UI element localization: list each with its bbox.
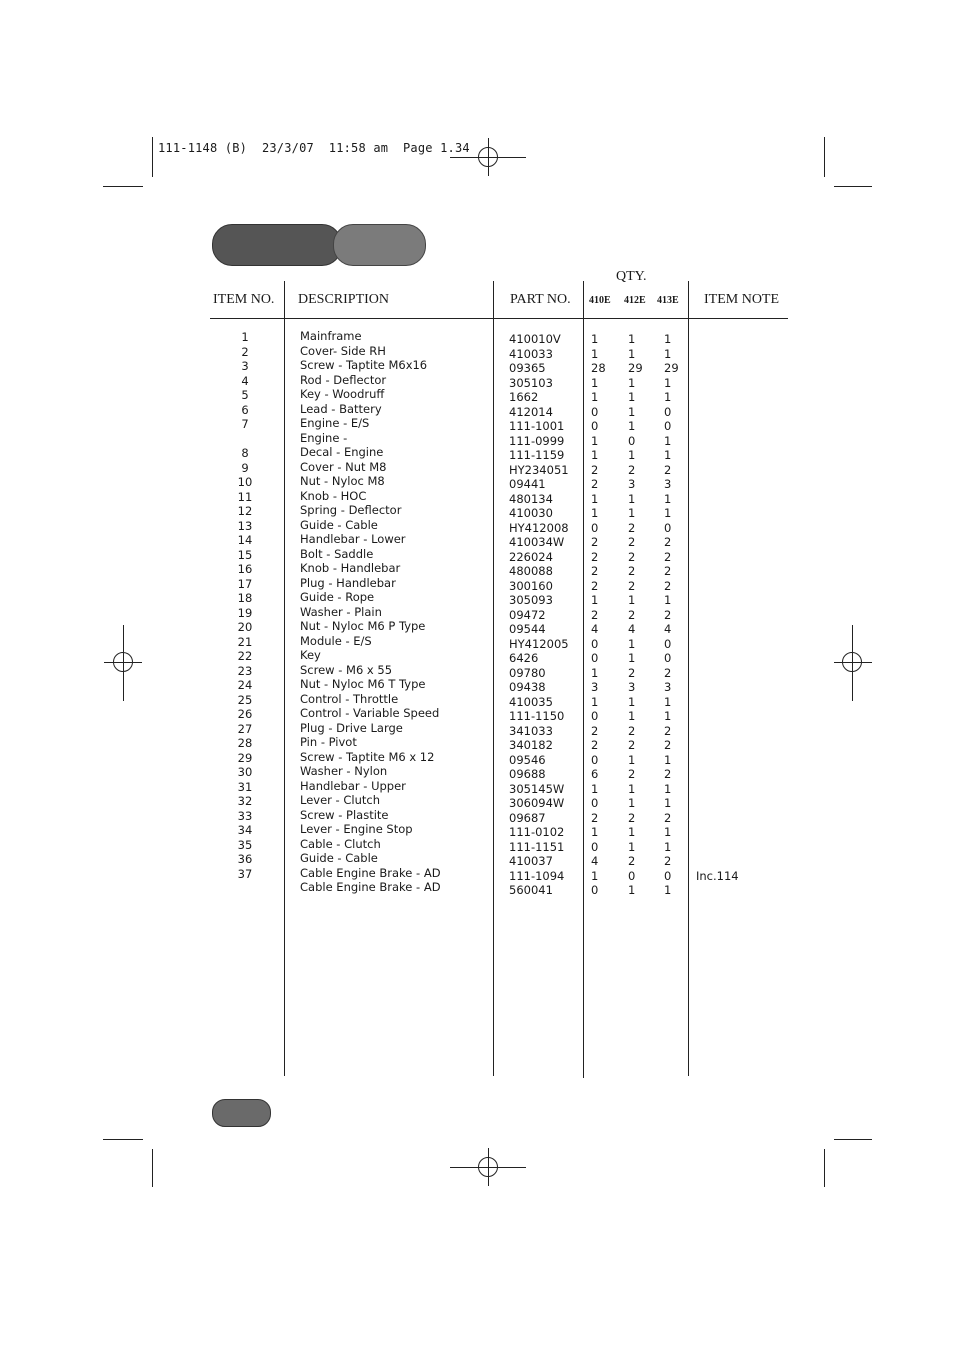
table-cell: Nut - Nyloc M6 P Type [300,619,426,633]
table-cell: 1 [628,709,636,723]
page-number-tab [212,1099,271,1127]
table-cell: 2 [664,767,672,781]
table-cell: 4 [591,622,599,636]
table-cell: 2 [628,549,636,564]
table-cell: 09780 [509,665,546,680]
table-cell: Decal - Engine [300,445,384,459]
qty-410e-column [591,332,606,898]
table-cell: 09441 [509,477,546,491]
table-cell: 3 [241,359,249,373]
table-cell: 2 [664,723,672,738]
table-cell: 1 [591,433,599,448]
table-cell: 18 [237,591,253,605]
table-cell: 2 [664,535,672,549]
table-cell: 26 [237,707,253,721]
table-cell: 1662 [509,390,539,404]
table-cell: 560041 [509,883,553,897]
table-cell: 09546 [509,752,546,767]
table-cell: 2 [628,578,636,593]
table-cell: 4 [591,854,599,868]
table-cell: Lead - Battery [300,401,382,416]
table-cell: 1 [628,346,636,361]
table-cell: Handlebar - Lower [300,532,406,546]
table-cell: Screw - Plastite [300,807,389,822]
model-header-412e: 412E [624,295,646,306]
table-cell: 0 [664,404,672,419]
column-divider [493,281,494,1076]
table-cell: 410033 [509,346,553,361]
table-cell: 305103 [509,375,553,390]
table-cell: 1 [628,636,636,651]
table-cell: Plug - Handlebar [300,575,396,590]
column-divider [688,281,689,1076]
table-cell: Mainframe [300,329,362,343]
table-cell: 37 [237,866,253,881]
table-cell: 13 [237,518,253,533]
table-cell: 1 [591,332,599,346]
table-cell: 1 [591,506,599,520]
table-cell: 0 [664,520,672,535]
item-no-header: ITEM NO. [213,292,275,307]
table-cell: 35 [237,837,253,852]
table-cell: Control - Variable Speed [300,706,440,720]
table-cell: 410035 [509,694,553,709]
table-cell: 09687 [509,810,546,825]
table-cell: 1 [591,665,599,680]
table-cell: 2 [628,462,636,477]
item-note-header: ITEM NOTE [704,292,780,307]
table-cell: 32 [237,794,253,808]
model-header-413e: 413E [657,295,679,306]
table-cell: 2 [628,520,636,535]
table-cell: 340182 [509,738,553,752]
table-cell: HY234051 [509,462,569,477]
model-header-410e: 410E [589,295,611,306]
table-cell: Screw - M6 x 55 [300,662,393,677]
table-cell: 0 [591,883,599,897]
table-cell: 0 [591,419,599,433]
table-cell: 29 [664,361,679,375]
table-cell: 111-0999 [509,433,565,448]
table-cell: 1 [628,694,636,709]
table-cell: Nut - Nyloc M8 [300,474,385,488]
table-cell: Module - E/S [300,633,372,648]
item-number-column [230,330,260,881]
print-slug: 111-1148 (B) 23/3/07 11:58 am Page 1.34 [158,141,470,155]
qty-412e-column [628,332,643,898]
table-cell: Cable - Clutch [300,836,381,851]
table-cell: 1 [664,433,672,448]
table-cell: HY412008 [509,520,569,535]
table-cell: 2 [664,578,672,593]
table-cell: 341033 [509,723,553,738]
table-cell: 1 [628,506,636,520]
crop-mark [103,1139,143,1140]
table-cell: Key - Woodruff [300,387,385,401]
crop-mark [824,1149,825,1187]
table-cell: 36 [237,852,253,866]
table-cell: 3 [628,477,636,491]
crop-mark [824,137,825,177]
table-cell: 2 [628,607,636,622]
crop-mark [834,1139,872,1140]
table-cell: 1 [628,375,636,390]
table-cell: 1 [664,796,672,810]
table-cell: 1 [664,709,672,723]
table-cell: 410034W [509,535,565,549]
table-cell: 226024 [509,549,553,564]
part-number-column [509,332,569,898]
table-cell: 2 [241,344,249,359]
table-cell: 22 [237,649,253,663]
table-cell: 1 [628,651,636,665]
table-cell: 0 [591,796,599,810]
table-cell: 1 [664,332,672,346]
registration-mark [478,147,498,167]
section-tab-dark [212,224,342,266]
table-cell: Washer - Plain [300,604,382,619]
registration-mark [113,652,133,672]
table-cell: 2 [664,549,672,564]
table-cell: Pin - Pivot [300,735,357,749]
table-cell: 0 [628,433,636,448]
table-cell: Plug - Drive Large [300,720,403,735]
table-cell: 2 [591,535,599,549]
table-cell: 3 [591,680,599,694]
table-cell: 09688 [509,767,546,781]
table-cell: Cover- Side RH [300,343,386,358]
table-cell: 27 [237,721,253,736]
table-cell: 1 [664,883,672,897]
table-cell: 1 [628,332,636,346]
table-cell: 1 [664,781,672,796]
table-cell: 24 [237,678,253,692]
table-cell: 3 [664,680,672,694]
table-cell: 480134 [509,491,553,506]
table-cell: 0 [591,520,599,535]
table-cell: 1 [664,491,672,506]
part-no-header: PART NO. [510,292,571,307]
table-cell: 1 [591,593,599,607]
table-cell: 16 [237,562,253,576]
table-cell: 1 [628,839,636,854]
table-cell: 29 [237,750,253,765]
table-cell: 15 [237,547,253,562]
table-cell: 410030 [509,506,553,520]
table-cell: Cable Engine Brake - AD [300,880,441,894]
table-cell: 2 [591,723,599,738]
table-cell: Guide - Cable [300,851,378,865]
description-column [300,329,441,895]
table-cell: 1 [628,491,636,506]
crop-mark [152,1149,153,1187]
table-cell: 1 [591,868,599,883]
table-cell: 09438 [509,680,546,694]
table-cell: 1 [591,390,599,404]
table-cell: 2 [591,462,599,477]
table-cell: Lever - Engine Stop [300,822,413,836]
table-cell: 33 [237,808,253,823]
table-cell: 111-1094 [509,868,565,883]
table-cell: 10 [237,475,253,489]
table-cell: 6 [591,767,599,781]
table-cell: 2 [628,535,636,549]
table-cell: Cover - Nut M8 [300,459,387,474]
table-cell: 28 [237,736,253,750]
table-cell: 6 [241,402,249,417]
table-cell: 0 [591,636,599,651]
table-cell: Knob - HOC [300,488,367,503]
table-cell: Nut - Nyloc M6 T Type [300,677,426,691]
crop-mark [152,137,153,177]
table-cell: 1 [664,506,672,520]
table-cell: 09365 [509,361,546,375]
table-cell: 1 [628,419,636,433]
table-cell: 4 [628,622,636,636]
table-cell: 20 [237,620,253,634]
table-cell: 09472 [509,607,546,622]
table-cell: 1 [591,825,599,839]
table-cell: 1 [591,375,599,390]
table-cell: 412014 [509,404,553,419]
table-cell: 0 [591,752,599,767]
table-cell: 1 [591,491,599,506]
table-cell: Control - Throttle [300,691,399,706]
table-cell: 300160 [509,578,553,593]
table-cell: Engine - [300,430,348,445]
table-cell: 9 [241,460,249,475]
crop-mark [103,186,143,187]
table-cell: Rod - Deflector [300,372,387,387]
table-cell: 1 [591,346,599,361]
table-cell: 305093 [509,593,553,607]
table-cell: 2 [591,477,599,491]
table-cell: 14 [237,533,253,547]
table-cell: Guide - Cable [300,517,378,532]
table-cell: Screw - Taptite M6 x 12 [300,749,435,764]
column-divider [583,281,584,1078]
table-cell: 306094W [509,796,565,810]
table-cell: Cable Engine Brake - AD [300,865,441,880]
table-cell: 2 [628,665,636,680]
table-cell: 1 [628,825,636,839]
description-header: DESCRIPTION [298,292,390,307]
table-cell: 28 [591,361,606,375]
table-cell: 1 [628,883,636,897]
table-cell: 410010V [509,332,561,346]
table-cell: 1 [664,448,672,462]
registration-mark [842,652,862,672]
qty-413e-column [664,332,679,898]
table-cell: Guide - Rope [300,590,375,604]
table-cell: 2 [664,854,672,868]
table-cell: Key [300,648,321,662]
table-cell: 1 [664,839,672,854]
table-cell: 2 [591,810,599,825]
table-cell: 2 [664,564,672,578]
table-cell: 111-0102 [509,825,565,839]
table-cell: Bolt - Saddle [300,546,374,561]
table-cell: 8 [241,446,249,460]
table-cell: 410037 [509,854,553,868]
table-cell: 111-1151 [509,839,565,854]
table-cell: 23 [237,663,253,678]
table-cell: 1 [664,752,672,767]
table-cell: HY412005 [509,636,569,651]
crop-mark [834,186,872,187]
qty-header: QTY. [616,269,647,284]
table-cell: 1 [591,694,599,709]
table-cell [230,432,260,447]
table-cell: 2 [591,549,599,564]
table-cell: 2 [591,564,599,578]
table-cell: 25 [237,692,253,707]
table-cell: Engine - E/S [300,416,370,430]
table-cell: 480088 [509,564,553,578]
table-cell: 0 [591,404,599,419]
table-cell: 19 [237,605,253,620]
table-cell: 2 [628,723,636,738]
table-cell: 1 [628,448,636,462]
table-cell: 0 [664,636,672,651]
table-cell: 1 [628,752,636,767]
table-cell: 305145W [509,781,565,796]
table-cell: 0 [664,419,672,433]
table-cell: 1 [664,694,672,709]
table-cell: 2 [664,738,672,752]
table-cell: 1 [664,825,672,839]
table-cell: 1 [628,781,636,796]
table-cell: 1 [591,448,599,462]
table-cell: 2 [664,462,672,477]
table-cell: 1 [241,330,249,344]
table-cell: 30 [237,765,253,779]
table-cell: 09544 [509,622,546,636]
table-cell: 4 [241,373,249,388]
table-cell: 111-1159 [509,448,565,462]
table-cell: 4 [664,622,672,636]
table-cell: 0 [591,839,599,854]
table-cell: 31 [237,779,253,794]
table-cell: Spring - Deflector [300,503,402,517]
table-cell: Washer - Nylon [300,764,388,778]
table-cell: 12 [237,504,253,518]
table-cell: 5 [241,388,249,402]
table-cell: 21 [237,634,253,649]
table-cell: 2 [628,810,636,825]
table-cell: 11 [237,489,253,504]
table-cell: 1 [664,593,672,607]
column-divider [284,281,285,1076]
item-note-cell: Inc.114 [696,869,739,883]
table-cell: 0 [664,868,672,883]
table-cell: 1 [628,404,636,419]
table-cell: 111-1150 [509,709,565,723]
table-cell: Screw - Taptite M6x16 [300,358,428,372]
table-cell: 7 [241,417,249,431]
registration-mark [478,1157,498,1177]
table-cell: 3 [628,680,636,694]
table-cell: 2 [591,738,599,752]
table-cell: Handlebar - Upper [300,778,406,793]
table-cell: 1 [628,390,636,404]
header-rule [210,318,788,319]
table-cell: 1 [664,346,672,361]
table-cell: 1 [664,390,672,404]
table-cell: 0 [591,709,599,723]
table-cell: 1 [628,796,636,810]
table-cell: 29 [628,361,643,375]
table-cell: 111-1001 [509,419,565,433]
table-cell: 34 [237,823,253,837]
table-cell: 1 [591,781,599,796]
table-cell: 0 [628,868,636,883]
table-cell: 3 [664,477,672,491]
table-cell: 1 [664,375,672,390]
table-cell: 2 [591,607,599,622]
table-cell: 0 [591,651,599,665]
table-cell: 2 [628,564,636,578]
table-cell: Lever - Clutch [300,793,380,807]
table-cell: Knob - Handlebar [300,561,401,575]
section-tab-light [333,224,426,266]
table-cell: 2 [664,665,672,680]
table-cell: 0 [664,651,672,665]
table-cell: 2 [591,578,599,593]
table-cell: 2 [628,738,636,752]
table-cell: 1 [628,593,636,607]
table-cell: 2 [628,854,636,868]
table-cell: 2 [664,607,672,622]
table-cell: 6426 [509,651,539,665]
table-cell: 2 [664,810,672,825]
table-cell: 2 [628,767,636,781]
table-cell: 17 [237,576,253,591]
